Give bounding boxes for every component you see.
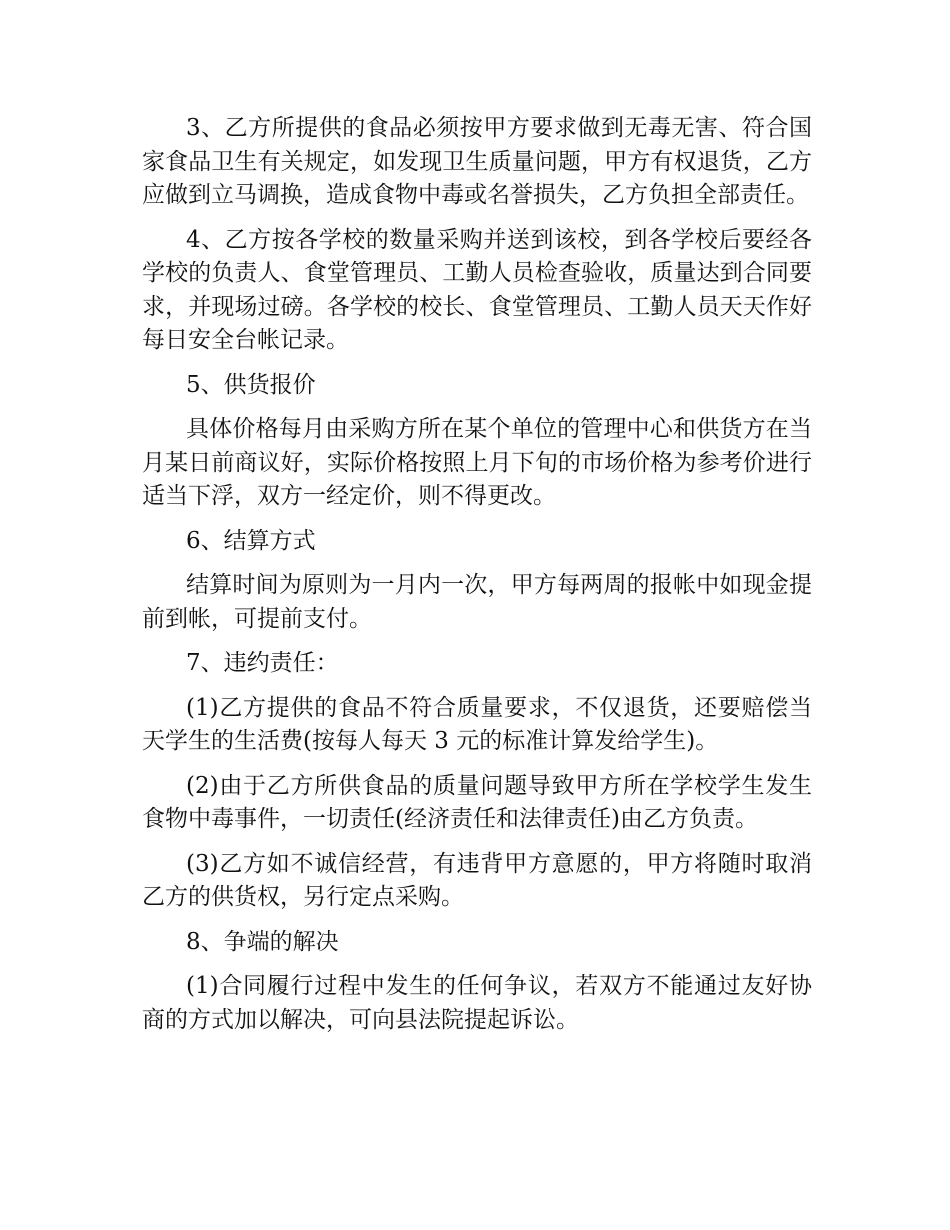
- clause-8-item-1: (1)合同履行过程中发生的任何争议，若双方不能通过友好协商的方式加以解决，可向县法院提起诉讼。: [142, 973, 812, 1033]
- clause-3-paragraph: 3、乙方所提供的食品必须按甲方要求做到无毒无害、符合国家食品卫生有关规定，如发现卫生质量问题，甲方有权退货，乙方应做到立马调换，造成食物中毒或名誉损失，乙方负担全部责任。: [142, 115, 812, 208]
- clause-4-paragraph: 4、乙方按各学校的数量采购并送到该校，到各学校后要经各学校的负责人、食堂管理员、工勤人员检查验收，质量达到合同要求，并现场过磅。各学校的校长、食堂管理员、工勤人员天天作好每日安全台帐记录。: [142, 226, 812, 353]
- clause-7-item-1: (1)乙方提供的食品不符合质量要求，不仅退货，还要赔偿当天学生的生活费(按每人每天 3 元的标准计算发给学生)。: [142, 694, 812, 754]
- clause-7-heading: 7、违约责任：: [186, 650, 339, 676]
- clause-8-heading: 8、争端的解决: [186, 928, 339, 955]
- clause-7-item-3: (3)乙方如不诚信经营，有违背甲方意愿的，甲方将随时取消乙方的供货权，另行定点采购。: [142, 850, 812, 910]
- clause-6-body: 结算时间为原则为一月内一次，甲方每两周的报帐中如现金提前到帐，可提前支付。: [142, 572, 812, 632]
- clause-6-heading: 6、结算方式: [186, 527, 316, 554]
- clause-7-item-2: (2)由于乙方所供食品的质量问题导致甲方所在学校学生发生食物中毒事件，一切责任(经济责任和法律责任)由乙方负责。: [142, 772, 812, 832]
- clause-5-heading: 5、供货报价: [186, 371, 316, 398]
- clause-5-body: 具体价格每月由采购方所在某个单位的管理中心和供货方在当月某日前商议好，实际价格按照上月下旬的市场价格为参考价进行适当下浮，双方一经定价，则不得更改。: [142, 416, 812, 509]
